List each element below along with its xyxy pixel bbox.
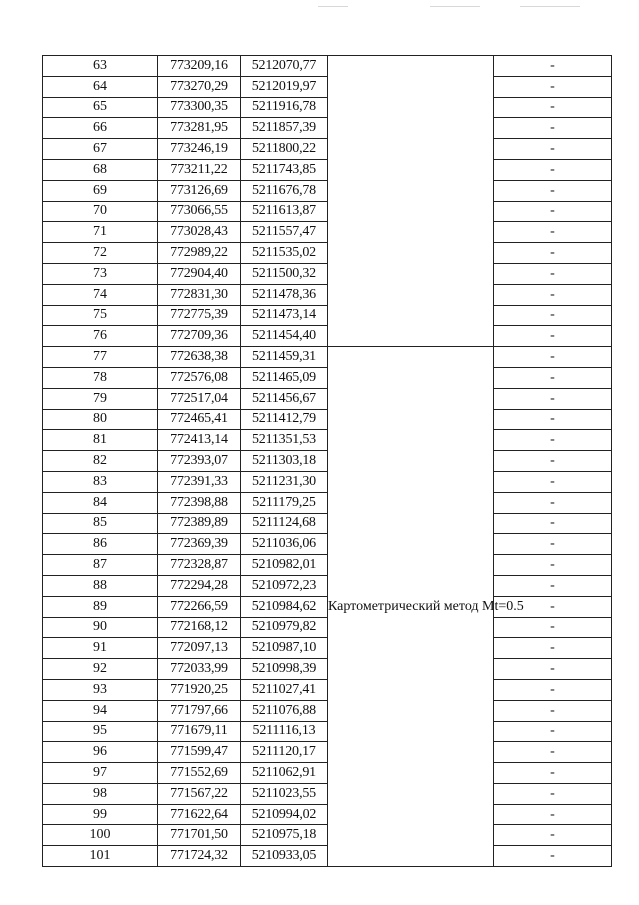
coordinate-y: 5211231,30	[241, 471, 328, 492]
coordinate-x: 772465,41	[158, 409, 241, 430]
table-row	[43, 201, 612, 222]
coordinate-x: 773209,16	[158, 56, 241, 77]
dash-cell: -	[494, 347, 612, 368]
point-number: 81	[43, 430, 158, 451]
point-number: 82	[43, 451, 158, 472]
table-row	[43, 721, 612, 742]
table-row	[43, 617, 612, 638]
coordinate-x: 773028,43	[158, 222, 241, 243]
table-row	[43, 825, 612, 846]
coordinate-y: 5211179,25	[241, 492, 328, 513]
coordinate-x: 771552,69	[158, 763, 241, 784]
coordinate-x: 773300,35	[158, 97, 241, 118]
point-number: 87	[43, 555, 158, 576]
dash-cell: -	[494, 638, 612, 659]
coordinate-y: 5210979,82	[241, 617, 328, 638]
table-row	[43, 180, 612, 201]
table-row	[43, 638, 612, 659]
dash-cell: -	[494, 617, 612, 638]
point-number: 93	[43, 679, 158, 700]
dash-cell: -	[494, 783, 612, 804]
coordinate-y: 5212019,97	[241, 76, 328, 97]
coordinate-x: 773281,95	[158, 118, 241, 139]
coordinate-x: 772389,89	[158, 513, 241, 534]
scan-artifact-line	[430, 6, 480, 7]
coordinate-y: 5211473,14	[241, 305, 328, 326]
coordinate-x: 772413,14	[158, 430, 241, 451]
coordinate-y: 5211916,78	[241, 97, 328, 118]
coordinate-x: 772328,87	[158, 555, 241, 576]
point-number: 84	[43, 492, 158, 513]
coordinate-y: 5211459,31	[241, 347, 328, 368]
point-number: 98	[43, 783, 158, 804]
coordinate-y: 5211676,78	[241, 180, 328, 201]
table-row	[43, 222, 612, 243]
coordinate-x: 772097,13	[158, 638, 241, 659]
coordinate-x: 771724,32	[158, 846, 241, 867]
point-number: 72	[43, 243, 158, 264]
table-row	[43, 846, 612, 867]
point-number: 95	[43, 721, 158, 742]
table-row	[43, 76, 612, 97]
point-number: 96	[43, 742, 158, 763]
table-row	[43, 659, 612, 680]
coordinate-y: 5211557,47	[241, 222, 328, 243]
coordinate-y: 5211500,32	[241, 263, 328, 284]
coordinate-x: 773126,69	[158, 180, 241, 201]
dash-cell: -	[494, 721, 612, 742]
coordinate-x: 772638,38	[158, 347, 241, 368]
coordinate-y: 5211062,91	[241, 763, 328, 784]
dash-cell: -	[494, 471, 612, 492]
table-row	[43, 409, 612, 430]
dash-cell: -	[494, 659, 612, 680]
coordinate-x: 771797,66	[158, 700, 241, 721]
method-cell-empty	[328, 56, 494, 347]
point-number: 66	[43, 118, 158, 139]
table-row	[43, 700, 612, 721]
coordinate-x: 772393,07	[158, 451, 241, 472]
dash-cell: -	[494, 139, 612, 160]
coordinates-table	[42, 55, 612, 867]
dash-cell: -	[494, 742, 612, 763]
coordinate-y: 5210982,01	[241, 555, 328, 576]
coordinate-y: 5211412,79	[241, 409, 328, 430]
point-number: 89	[43, 596, 158, 617]
coordinate-x: 771679,11	[158, 721, 241, 742]
coordinate-x: 772033,99	[158, 659, 241, 680]
point-number: 97	[43, 763, 158, 784]
coordinate-x: 771701,50	[158, 825, 241, 846]
coordinate-x: 773066,55	[158, 201, 241, 222]
table-row	[43, 534, 612, 555]
table-row	[43, 430, 612, 451]
point-number: 64	[43, 76, 158, 97]
table-row	[43, 555, 612, 576]
coordinate-y: 5211800,22	[241, 139, 328, 160]
dash-cell: -	[494, 118, 612, 139]
coordinate-y: 5211478,36	[241, 284, 328, 305]
coordinate-y: 5210984,62	[241, 596, 328, 617]
dash-cell: -	[494, 846, 612, 867]
table-row	[43, 804, 612, 825]
point-number: 101	[43, 846, 158, 867]
point-number: 79	[43, 388, 158, 409]
table-row	[43, 679, 612, 700]
scan-artifact-line	[520, 6, 580, 7]
table-row	[43, 118, 612, 139]
point-number: 74	[43, 284, 158, 305]
dash-cell: -	[494, 430, 612, 451]
coordinate-y: 5211303,18	[241, 451, 328, 472]
coordinate-x: 771622,64	[158, 804, 241, 825]
dash-cell: -	[494, 492, 612, 513]
point-number: 99	[43, 804, 158, 825]
point-number: 94	[43, 700, 158, 721]
table-row	[43, 742, 612, 763]
coordinate-x: 772294,28	[158, 575, 241, 596]
coordinate-x: 772775,39	[158, 305, 241, 326]
coordinate-y: 5210972,23	[241, 575, 328, 596]
point-number: 78	[43, 367, 158, 388]
table-row	[43, 492, 612, 513]
coordinate-x: 772168,12	[158, 617, 241, 638]
dash-cell: -	[494, 201, 612, 222]
point-number: 75	[43, 305, 158, 326]
dash-cell: -	[494, 575, 612, 596]
dash-cell: -	[494, 596, 612, 617]
dash-cell: -	[494, 804, 612, 825]
point-number: 88	[43, 575, 158, 596]
coordinate-x: 772989,22	[158, 243, 241, 264]
coordinate-y: 5211076,88	[241, 700, 328, 721]
dash-cell: -	[494, 326, 612, 347]
coordinate-y: 5211465,09	[241, 367, 328, 388]
coordinate-x: 772709,36	[158, 326, 241, 347]
table-row	[43, 263, 612, 284]
coordinates-table-body	[43, 56, 612, 867]
coordinate-y: 5210933,05	[241, 846, 328, 867]
point-number: 63	[43, 56, 158, 77]
coordinate-x: 772904,40	[158, 263, 241, 284]
coordinate-x: 772391,33	[158, 471, 241, 492]
coordinate-y: 5210994,02	[241, 804, 328, 825]
table-row	[43, 451, 612, 472]
coordinate-y: 5211023,55	[241, 783, 328, 804]
table-row	[43, 783, 612, 804]
coordinate-y: 5210975,18	[241, 825, 328, 846]
table-row	[43, 97, 612, 118]
table-row	[43, 347, 612, 368]
coordinate-y: 5212070,77	[241, 56, 328, 77]
dash-cell: -	[494, 56, 612, 77]
table-row	[43, 367, 612, 388]
table-row	[43, 56, 612, 77]
coordinate-y: 5211454,40	[241, 326, 328, 347]
point-number: 71	[43, 222, 158, 243]
point-number: 70	[43, 201, 158, 222]
table-row	[43, 575, 612, 596]
point-number: 92	[43, 659, 158, 680]
coordinate-y: 5211456,67	[241, 388, 328, 409]
dash-cell: -	[494, 534, 612, 555]
dash-cell: -	[494, 97, 612, 118]
coordinate-x: 773270,29	[158, 76, 241, 97]
table-row	[43, 763, 612, 784]
coordinate-y: 5211027,41	[241, 679, 328, 700]
dash-cell: -	[494, 76, 612, 97]
point-number: 65	[43, 97, 158, 118]
dash-cell: -	[494, 451, 612, 472]
coordinate-x: 772831,30	[158, 284, 241, 305]
coordinate-x: 772517,04	[158, 388, 241, 409]
dash-cell: -	[494, 825, 612, 846]
coordinate-x: 771920,25	[158, 679, 241, 700]
point-number: 69	[43, 180, 158, 201]
point-number: 86	[43, 534, 158, 555]
table-row	[43, 159, 612, 180]
dash-cell: -	[494, 679, 612, 700]
point-number: 67	[43, 139, 158, 160]
point-number: 77	[43, 347, 158, 368]
dash-cell: -	[494, 513, 612, 534]
coordinate-y: 5211120,17	[241, 742, 328, 763]
coordinate-y: 5211351,53	[241, 430, 328, 451]
coordinate-x: 771599,47	[158, 742, 241, 763]
table-row	[43, 305, 612, 326]
point-number: 83	[43, 471, 158, 492]
coordinate-x: 773211,22	[158, 159, 241, 180]
coordinate-y: 5211857,39	[241, 118, 328, 139]
coordinate-y: 5211036,06	[241, 534, 328, 555]
scan-artifact-line	[318, 6, 348, 7]
dash-cell: -	[494, 180, 612, 201]
coordinate-y: 5211116,13	[241, 721, 328, 742]
dash-cell: -	[494, 305, 612, 326]
dash-cell: -	[494, 700, 612, 721]
coordinate-x: 772576,08	[158, 367, 241, 388]
table-row	[43, 284, 612, 305]
table-row	[43, 513, 612, 534]
dash-cell: -	[494, 222, 612, 243]
point-number: 85	[43, 513, 158, 534]
dash-cell: -	[494, 409, 612, 430]
coordinate-x: 772266,59	[158, 596, 241, 617]
point-number: 68	[43, 159, 158, 180]
table-row	[43, 471, 612, 492]
point-number: 90	[43, 617, 158, 638]
coordinate-y: 5211743,85	[241, 159, 328, 180]
dash-cell: -	[494, 555, 612, 576]
dash-cell: -	[494, 284, 612, 305]
dash-cell: -	[494, 263, 612, 284]
point-number: 91	[43, 638, 158, 659]
point-number: 80	[43, 409, 158, 430]
table-row	[43, 243, 612, 264]
coordinate-y: 5210987,10	[241, 638, 328, 659]
coordinate-y: 5211613,87	[241, 201, 328, 222]
point-number: 100	[43, 825, 158, 846]
dash-cell: -	[494, 367, 612, 388]
coordinate-y: 5211124,68	[241, 513, 328, 534]
coordinate-y: 5211535,02	[241, 243, 328, 264]
method-cell: Картометрический метод Mt=0.5	[328, 347, 494, 867]
table-row	[43, 139, 612, 160]
dash-cell: -	[494, 243, 612, 264]
coordinate-y: 5210998,39	[241, 659, 328, 680]
coordinate-x: 773246,19	[158, 139, 241, 160]
dash-cell: -	[494, 763, 612, 784]
table-row	[43, 596, 612, 617]
table-row	[43, 326, 612, 347]
point-number: 73	[43, 263, 158, 284]
dash-cell: -	[494, 159, 612, 180]
table-row	[43, 388, 612, 409]
dash-cell: -	[494, 388, 612, 409]
coordinate-x: 771567,22	[158, 783, 241, 804]
coordinate-x: 772369,39	[158, 534, 241, 555]
point-number: 76	[43, 326, 158, 347]
coordinate-x: 772398,88	[158, 492, 241, 513]
